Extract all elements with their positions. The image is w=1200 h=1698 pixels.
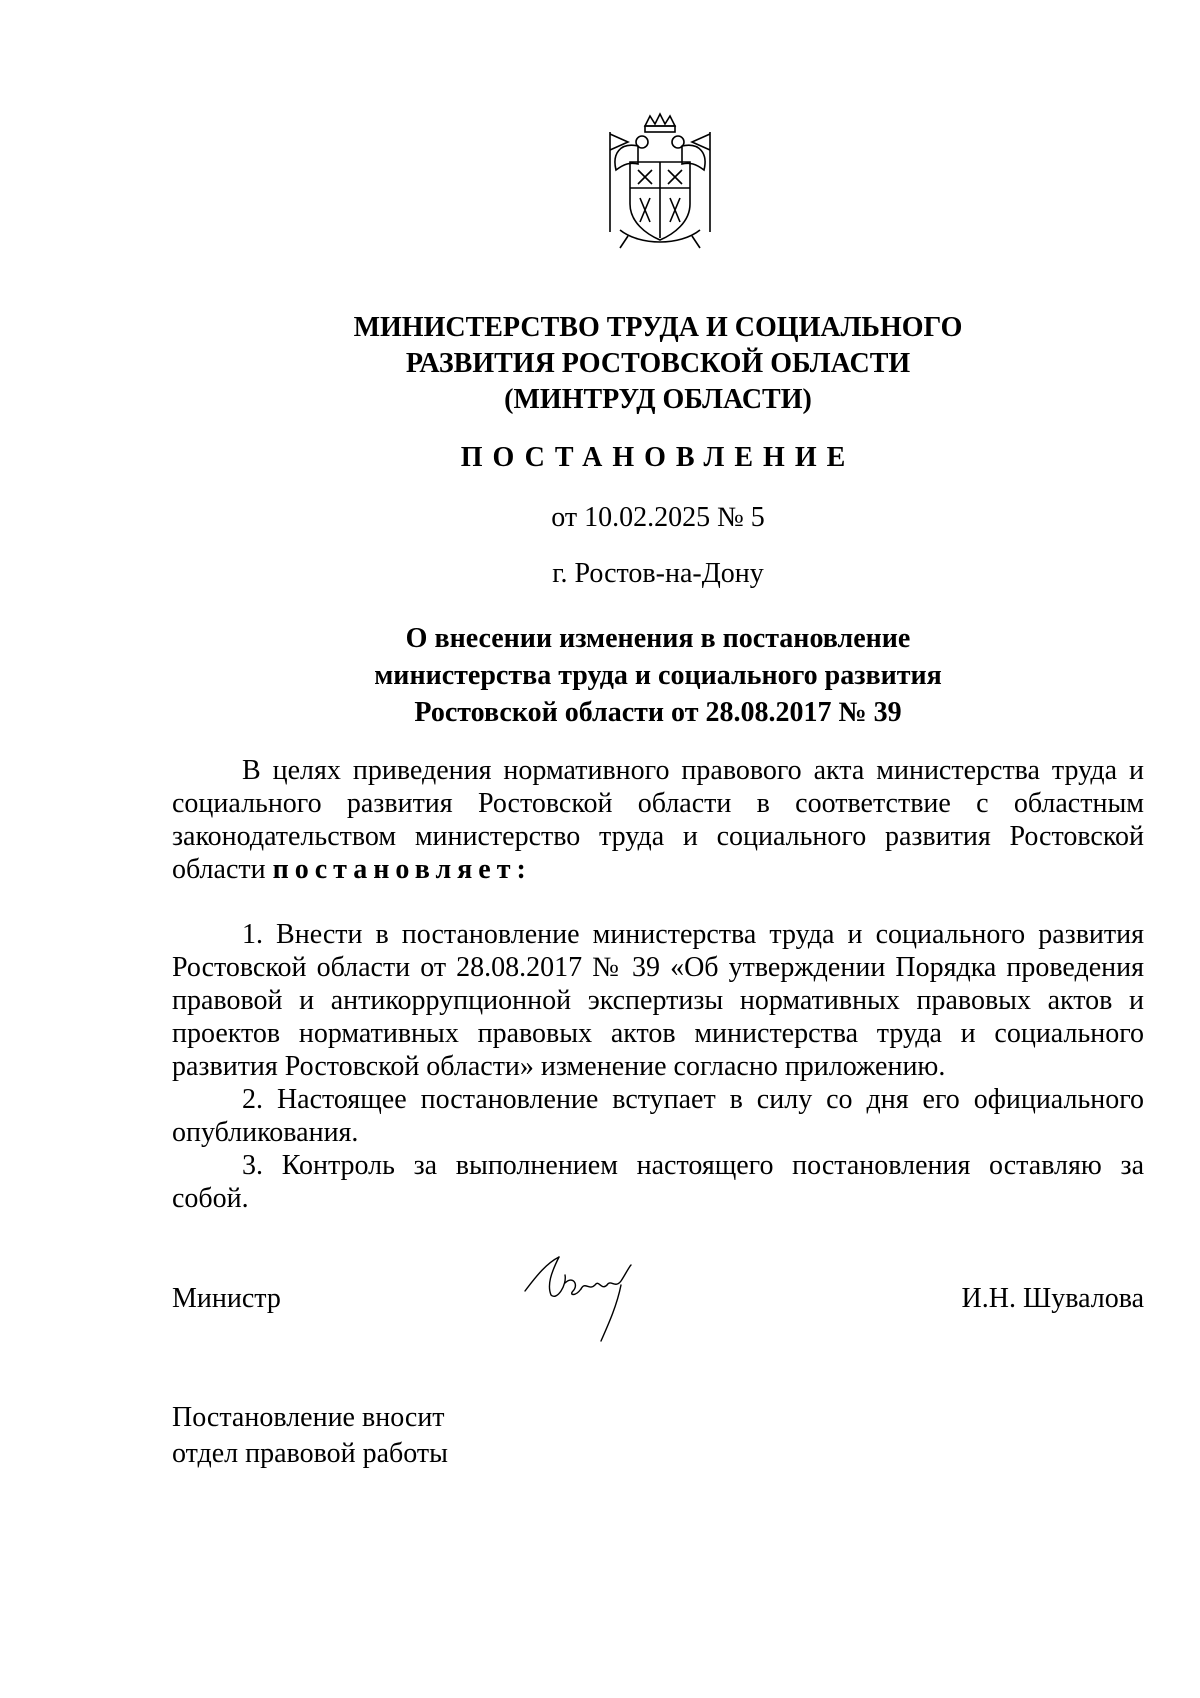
org-line-2: РАЗВИТИЯ РОСТОВСКОЙ ОБЛАСТИ (405, 348, 911, 379)
org-line-3: (МИНТРУД ОБЛАСТИ) (504, 384, 812, 415)
document-city: г. Ростов-на-Дону (552, 558, 764, 589)
signature-block (172, 1275, 1144, 1355)
document-subject (172, 620, 1144, 731)
author-note (172, 1400, 448, 1472)
coat-of-arms-icon (590, 112, 730, 252)
document-date-number: от 10.02.2025 № 5 (551, 502, 765, 533)
subject-line-3: Ростовской области от 28.08.2017 № 39 (414, 697, 902, 728)
decree-items (172, 918, 1144, 1215)
organization-name (172, 310, 1144, 418)
decree-item-2: 2. Настоящее постановление вступает в силу со дня его официального опубликования. (172, 1084, 1144, 1148)
preamble-paragraph (172, 754, 1144, 886)
signatory-name: И.Н. Шувалова (961, 1283, 1144, 1314)
subject-line-2: министерства труда и социального развития (374, 660, 942, 691)
author-line-2: отдел правовой работы (172, 1438, 448, 1469)
decree-item-1: 1. Внести в постановление министерства труда и социального развития Ростовской области от 28.08.2017 № 39 «Об утверждении Порядка проведения правовой и антикоррупционной экспертизы нормативных правовых актов и проектов нормативных правовых актов министерства труда и социального развития Ростовской области» изменение согласно приложению. (172, 919, 1144, 1082)
decree-word: постановляет: (272, 854, 532, 885)
handwritten-signature (517, 1245, 647, 1345)
decree-item-3: 3. Контроль за выполнением настоящего постановления оставляю за собой. (172, 1150, 1144, 1214)
author-line-1: Постановление вносит (172, 1402, 445, 1433)
signatory-position: Министр (172, 1283, 281, 1314)
subject-line-1: О внесении изменения в постановление (405, 623, 911, 654)
preamble-text: В целях приведения нормативного правового акта министерства труда и социального развития Ростовской области в соответствие с областным законодательством министерство труда и социального развития Ростовской области (172, 755, 1144, 885)
org-line-1: МИНИСТЕРСТВО ТРУДА И СОЦИАЛЬНОГО (353, 312, 963, 343)
document-type: ПОСТАНОВЛЕНИЕ (460, 442, 856, 473)
